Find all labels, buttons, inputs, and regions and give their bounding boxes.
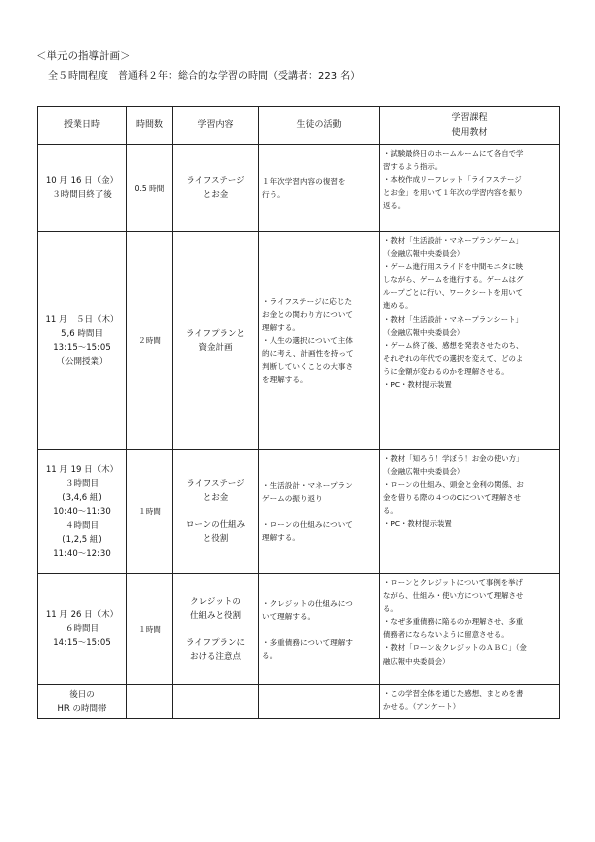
date-line: 14:15〜15:05 <box>53 638 111 648</box>
material-line: ・なぜ多重債務に陥るのか理解させ、多重 <box>383 617 524 627</box>
material-line: ・ローンの仕組み、頭金と金利の関係、お <box>383 480 524 490</box>
date-line: 5,6 時間目 <box>61 328 103 339</box>
activity-line: いて理解する。 <box>262 611 316 621</box>
date-line: ４時間目 <box>64 520 99 531</box>
cell-materials <box>380 574 560 685</box>
material-line: うに金額が変わるのかを理解させる。 <box>383 366 509 376</box>
material-line: る。 <box>383 604 398 614</box>
cell-hours: １時間 <box>127 450 173 574</box>
material-line: 債務者にならないように留意させる。 <box>383 630 509 640</box>
material-line: ・ゲーム終了後、感想を発表させたのち、 <box>383 340 524 350</box>
material-line: 金を借りる際の４つのCについて理解させ <box>383 493 522 503</box>
content-line: ローンの仕組み <box>185 520 246 530</box>
content-line: ライフプランと <box>186 328 245 339</box>
activity-line: ・人生の選択について主体 <box>262 336 353 345</box>
date-line: ６時間目 <box>64 624 99 634</box>
content-line: ライフプランに <box>186 637 245 648</box>
material-line: る。 <box>383 506 398 516</box>
content-line: 仕組みと役割 <box>189 610 241 621</box>
header-date: 授業日時 <box>38 107 127 145</box>
cell-content <box>173 145 259 232</box>
date-line: 10 月 16 日（金） <box>45 176 119 186</box>
date-line: 11:40〜12:30 <box>53 548 111 559</box>
content-line: 資金計画 <box>198 342 233 353</box>
course-summary: 全５時間程度 普通科２年：総合的な学習の時間（受講者：223 名） <box>48 71 361 82</box>
material-line: ・教材「生活設計・マネープランシート」 <box>383 314 523 324</box>
material-line: しながら、ゲームを進行する。ゲームはグ <box>383 275 524 285</box>
cell-date <box>38 574 127 685</box>
cell-materials <box>380 145 560 232</box>
activity-line: 行う。 <box>262 190 285 199</box>
activity-line: 理解する。 <box>262 323 300 332</box>
cell-materials <box>380 232 560 450</box>
activity-line: ・多重債務について理解す <box>262 637 353 647</box>
cell-hours: １時間 <box>127 574 173 685</box>
cell-activity <box>259 450 380 574</box>
material-line: 融広報中央委員会） <box>383 656 450 666</box>
material-line: ・ローンとクレジットについて事例を挙げ <box>383 578 523 587</box>
table-header-row <box>38 107 560 145</box>
date-line: （公開授業） <box>56 356 108 367</box>
material-line: （金融広報中央委員会） <box>383 249 465 259</box>
activity-line: を理解する。 <box>262 375 308 384</box>
material-line: （金融広報中央委員会） <box>383 467 465 477</box>
activity-line: ・ローンの仕組みについて <box>262 520 353 529</box>
activity-line: ・生活設計・マネープラン <box>262 481 353 490</box>
cell-activity <box>259 574 380 685</box>
material-line: ・PC・教材提示装置 <box>383 519 452 529</box>
cell-date <box>38 450 127 574</box>
activity-line: ゲームの振り返り <box>262 494 323 503</box>
activity-line: ・ライフステージに応じた <box>262 297 353 306</box>
material-line: ・教材「知ろう！学ぼう！お金の使い方」 <box>383 454 524 463</box>
material-line: 習するよう指示。 <box>383 162 443 172</box>
material-line: （金融広報中央委員会） <box>383 327 465 337</box>
cell-content <box>173 232 259 450</box>
activity-line: お金との関わり方について <box>262 310 353 319</box>
material-line: かせる。（アンケート） <box>383 702 461 712</box>
cell-date <box>38 232 127 450</box>
table-row <box>38 450 560 574</box>
header-materials <box>380 107 560 145</box>
content-line: ライフステージ <box>186 479 245 489</box>
activity-line: 判断していくことの大事さ <box>262 362 354 371</box>
cell-activity <box>259 145 380 232</box>
header-hours: 時間数 <box>127 107 173 145</box>
section-heading: ＜単元の指導計画＞ <box>36 50 131 62</box>
activity-line: ・クレジットの仕組みにつ <box>262 598 353 608</box>
date-line: 13:15〜15:05 <box>53 342 111 353</box>
activity-line: 理解する。 <box>262 533 300 542</box>
cell-content <box>173 574 259 685</box>
cell-activity <box>259 232 380 450</box>
material-line: ・試験最終日のホームルームにて各自で学 <box>383 149 524 158</box>
activity-line: 的に考え、計画性を持って <box>262 349 354 358</box>
header-materials-line1: 学習課程 <box>451 112 488 123</box>
date-line: 後日の <box>69 689 95 700</box>
material-line: ・この学習全体を通じた感想、まとめを書 <box>383 689 524 698</box>
cell-date <box>38 145 127 232</box>
material-line: 返る。 <box>383 201 406 211</box>
content-line: おける注意点 <box>189 651 241 662</box>
content-line: クレジットの <box>190 596 241 607</box>
cell-content <box>173 450 259 574</box>
date-line: 11 月 26 日（木） <box>45 610 119 620</box>
cell-hours: ２時間 <box>127 232 173 450</box>
header-activity: 生徒の活動 <box>259 107 380 145</box>
content-line: ライフステージ <box>186 176 245 186</box>
material-line: ループごとに行い、ワークシートを用いて <box>383 288 524 298</box>
date-line: 10:40〜11:30 <box>53 506 111 517</box>
date-line: ３時間目 <box>64 478 99 489</box>
cell-activity <box>259 685 380 719</box>
activity-line: る。 <box>262 650 278 660</box>
table-row <box>38 574 560 685</box>
activity-line: １年次学習内容の復習を <box>262 177 346 186</box>
date-line: (1,2,5 組) <box>62 534 102 545</box>
material-line: とお金」を用いて１年次の学習内容を振り <box>383 188 524 198</box>
date-line: HR の時間帯 <box>57 703 107 714</box>
material-line: ・教材「ローン＆クレジットのＡＢＣ」（金 <box>383 643 527 653</box>
cell-hours <box>127 685 173 719</box>
cell-hours: 0.5 時間 <box>127 145 173 232</box>
content-line: とお金 <box>202 190 229 200</box>
material-line: ・ゲーム進行用スライドを中間モニタに映 <box>383 262 524 272</box>
cell-date <box>38 685 127 719</box>
material-line: 進める。 <box>383 301 413 311</box>
date-line: 11 月 19 日（木） <box>45 464 119 475</box>
cell-materials <box>380 685 560 719</box>
material-line: ・本校作成リーフレット「ライフステージ <box>383 175 522 185</box>
table-row <box>38 145 560 232</box>
material-line: それぞれの年代での選択を変えて、どのよ <box>383 353 524 363</box>
content-line: とお金 <box>202 493 229 503</box>
table-row <box>38 685 560 719</box>
header-materials-line2: 使用教材 <box>451 127 488 138</box>
material-line: ながら、仕組み・使い方について理解させ <box>383 591 524 601</box>
material-line: ・PC・教材提示装置 <box>383 380 452 390</box>
date-line: 11 月 ５日（木） <box>45 314 119 325</box>
header-content: 学習内容 <box>173 107 259 145</box>
material-line: ・教材「生活設計・マネープランゲーム」 <box>383 236 523 245</box>
content-line: と役割 <box>202 534 229 544</box>
date-line: (3,4,6 組) <box>62 492 102 503</box>
cell-materials <box>380 450 560 574</box>
cell-content <box>173 685 259 719</box>
date-line: ３時間目終了後 <box>52 190 112 200</box>
lesson-plan-table <box>37 106 560 719</box>
table-row <box>38 232 560 450</box>
